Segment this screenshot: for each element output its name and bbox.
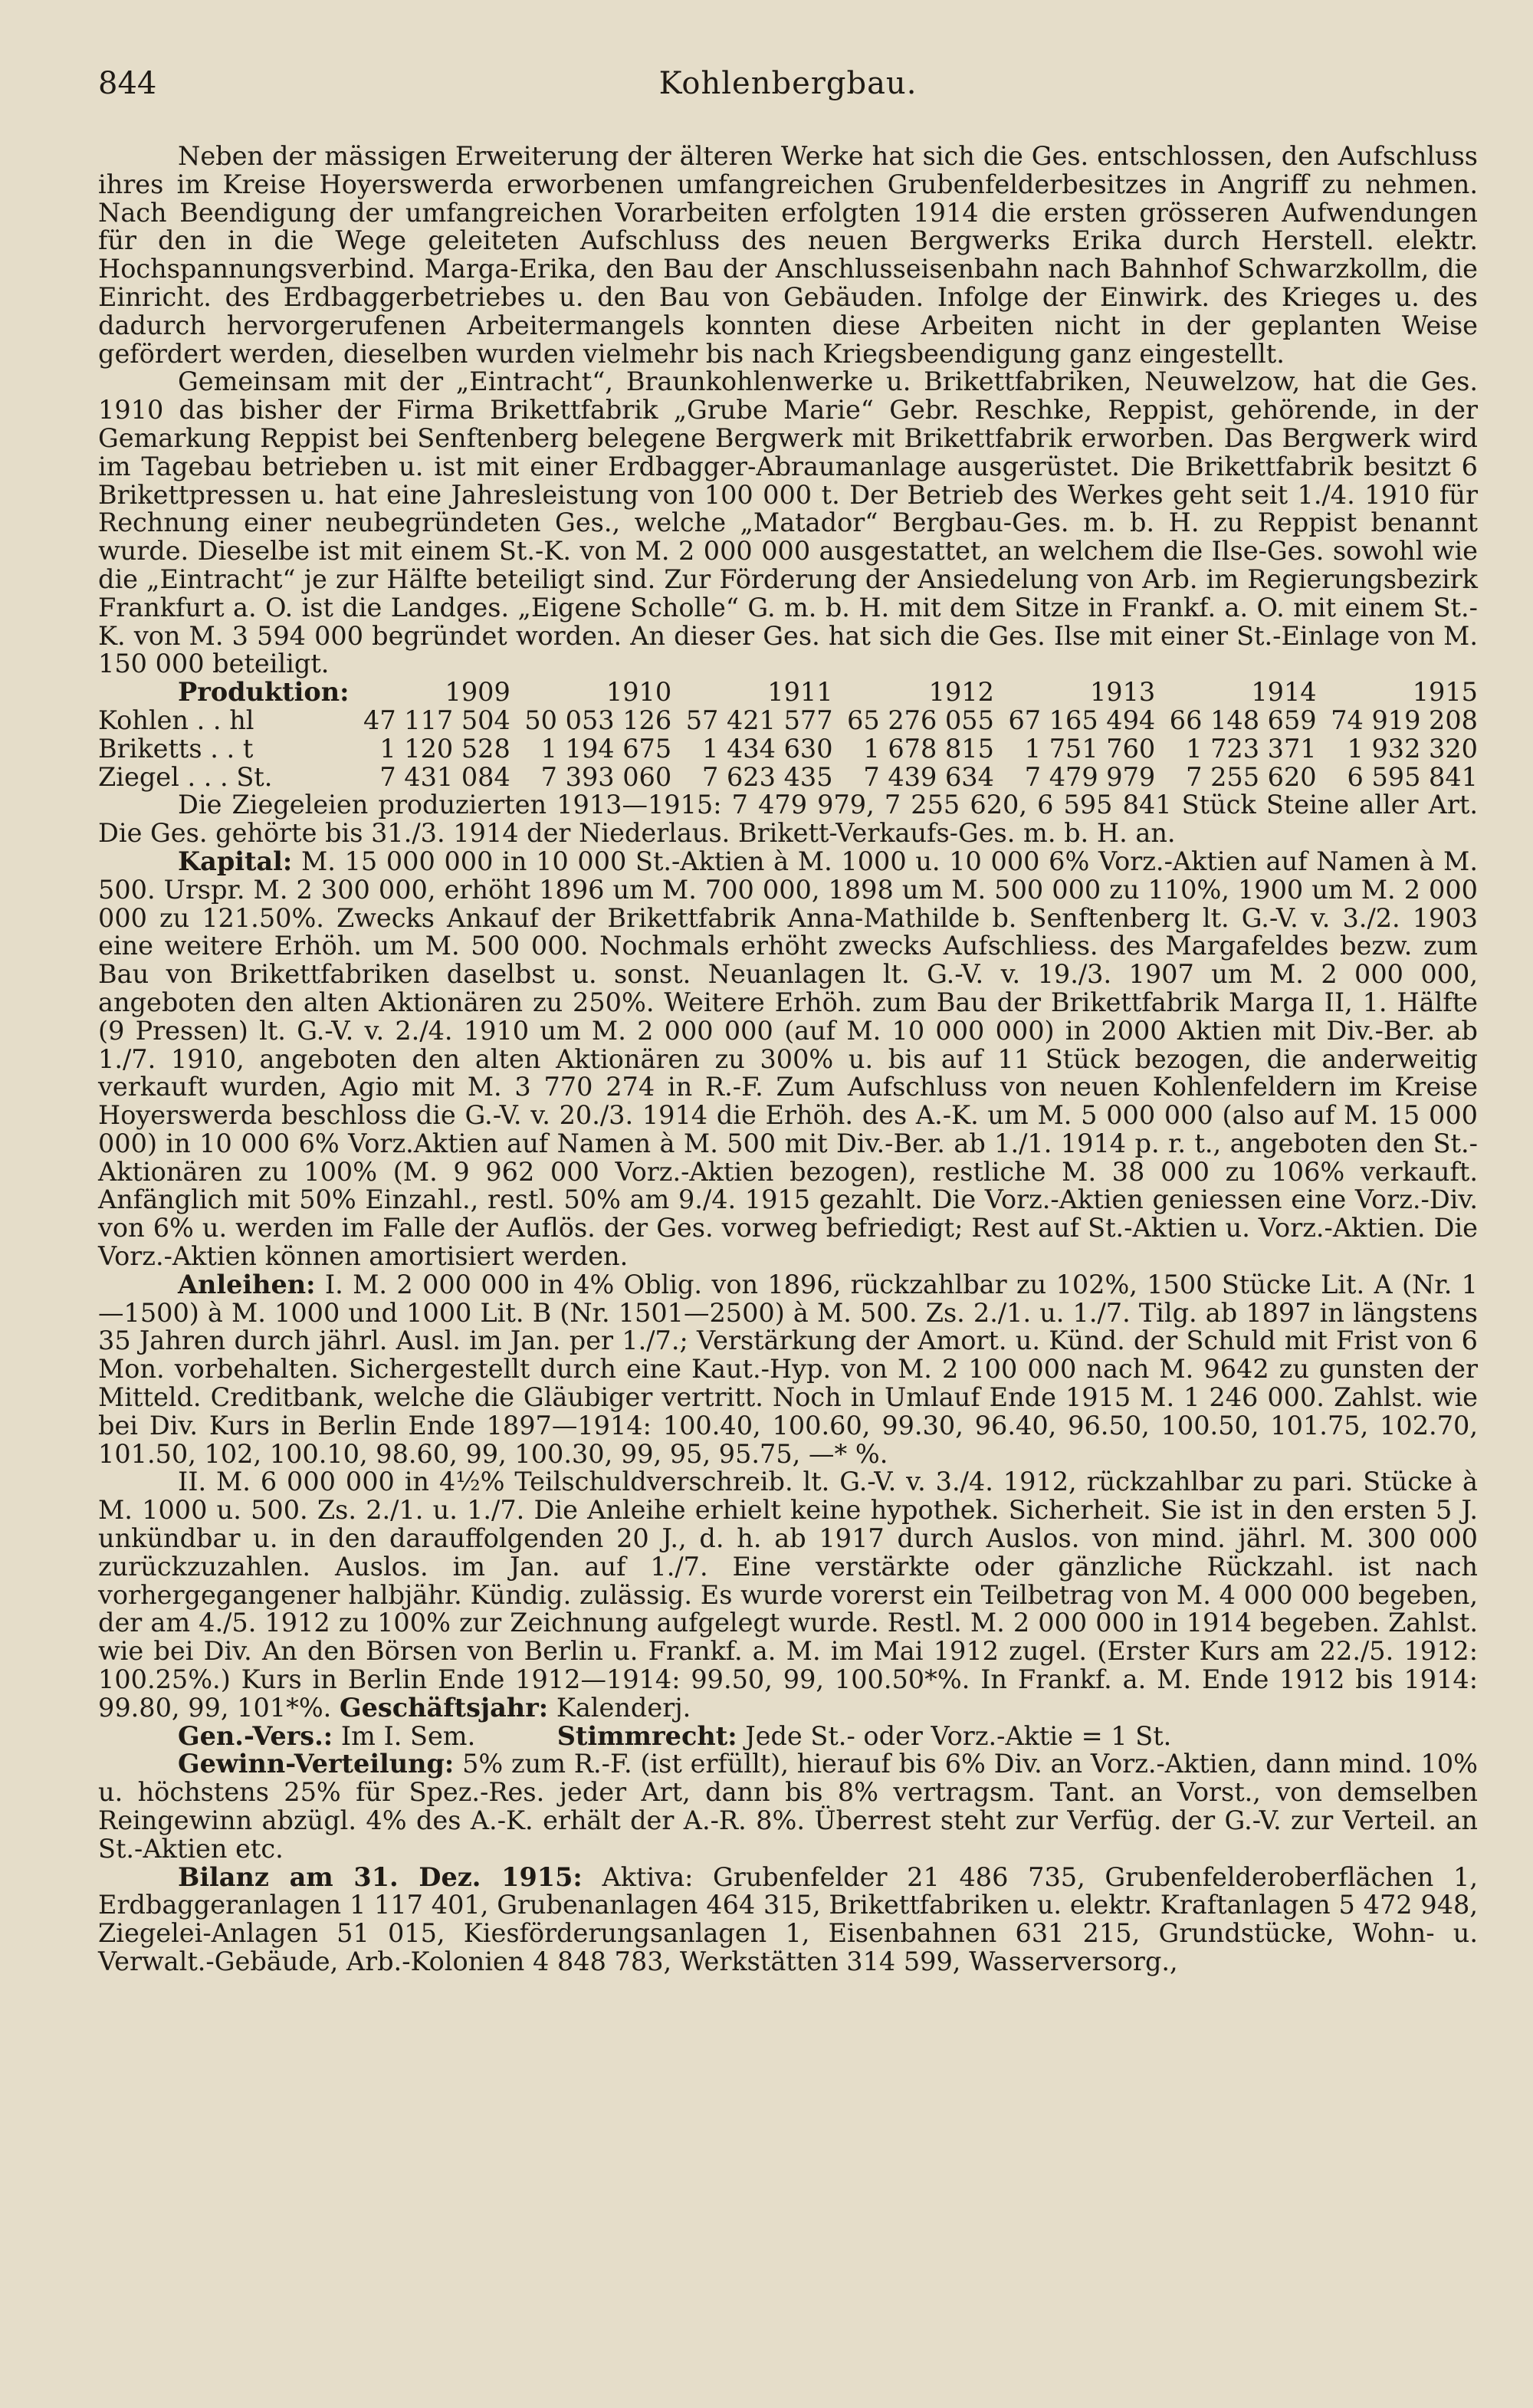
year-cell: 1909: [445, 677, 510, 708]
production-row-briketts: [98, 735, 1478, 764]
production-header-row: [98, 678, 1478, 707]
paragraph-matador: Gemeinsam mit der „Eintracht“, Braunkohlenwerke u. Brikettfabriken, Neuwelzow, hat die Ges. 1910 das bisher der Firma Brikettfabrik „Grube Marie“ Gebr. Reschke, Reppist, gehörende, in der Gemarkung Reppist bei Senftenberg belegene Bergwerk mit Brikettfabrik erworben. Das Bergwerk wird im Tagebau betrieben u. ist mit einer Erdbagger-Abraumanlage ausgerüstet. Die Brikettfabrik besitzt 6 Brikettpressen u. hat eine Jahresleistung von 100 000 t. Der Betrieb des Werkes geht seit 1./4. 1910 für Rechnung einer neubegründeten Ges., welche „Matador“ Bergbau-Ges. m. b. H. zu Reppist benannt wurde. Dieselbe ist mit einem St.-K. von M. 2 000 000 ausgestattet, an welchem die Ilse-Ges. sowohl wie die „Eintracht“ je zur Hälfte beteiligt sind. Zur Förderung der Ansiedelung von Arb. im Regierungsbezirk Frankfurt a. O. ist die Landges. „Eigene Scholle“ G. m. b. H. mit dem Sitze in Frankf. a. O. mit einem St.-K. von M. 3 594 000 begründet worden. An dieser Ges. hat sich die Ges. Ilse mit einer St.-Einlage von M. 150 000 beteiligt.: [98, 366, 1478, 679]
page-number: 844: [98, 66, 157, 101]
value-cell: 7 623 435: [702, 761, 833, 792]
production-row-ziegel: [98, 764, 1478, 792]
gewinn-text: 5% zum R.-F. (ist erfüllt), hierauf bis 6% Div. an Vorz.-Aktien, dann mind. 10% u. höchstens 25% für Spez.-Res. jeder Art, dann bis 8% vertragsm. Tant. an Vorst., von demselben Reingewinn abzügl. 4% des A.-K. erhält der A.-R. 8%. Überrest steht zur Verfüg. der G.-V. zur Verteil. an St.-Aktien etc.: [98, 1749, 1478, 1864]
value-cell: 1 723 371: [1186, 733, 1317, 764]
section-label: Anleihen:: [178, 1269, 316, 1299]
gewinn-label: Gewinn-Verteilung:: [178, 1749, 455, 1779]
production-row-kohlen: [98, 707, 1478, 735]
gen-vers-label: Gen.-Vers.:: [178, 1720, 333, 1751]
value-cell: 1 751 760: [1024, 733, 1156, 764]
section-gen-vers: [98, 1720, 1478, 1751]
value-cell: 74 919 208: [1331, 705, 1478, 735]
bilanz-text: Aktiva: Grubenfelder 21 486 735, Grubenfelderoberflächen 1, Erdbaggeranlagen 1 117 401, Grubenanlagen 464 315, Brikettfabriken u. elektr. Kraftanlagen 5 472 948, Ziegelei-Anlagen 51 015, Kiesförderungsanlagen 1, Eisenbahnen 631 215, Grundstücke, Wohn- u. Verwalt.-Gebäude, Arb.-Kolonien 4 848 783, Werkstätten 314 599, Wasserversorg.,: [98, 1861, 1478, 1976]
row-label: Kohlen . . hl: [98, 705, 254, 735]
paragraph-expansion: Neben der mässigen Erweiterung der älteren Werke hat sich die Ges. entschlossen, den Aufschluss ihres im Kreise Hoyerswerda erworbenen umfangreichen Grubenfelderbesitzes in Angriff zu nehmen. Nach Beendigung der umfangreichen Vorarbeiten erfolgten 1914 die ersten grösseren Aufwendungen für den in die Wege geleiteten Aufschluss des neuen Bergwerks Erika durch Herstell. elektr. Hochspannungsverbind. Marga-Erika, den Bau der Anschlusseisenbahn nach Bahnhof Schwarzkollm, die Einricht. des Erdbaggerbetriebes u. den Bau von Gebäuden. Infolge der Einwirk. des Krieges u. des dadurch hervorgerufenen Arbeitermangels konnten diese Arbeiten nicht in der geplanten Weise gefördert werden, dieselben wurden vielmehr bis nach Kriegsbeendigung ganz eingestellt.: [98, 141, 1478, 369]
section-gewinn: [98, 1750, 1478, 1863]
value-cell: 1 678 815: [863, 733, 994, 764]
year-cell: 1915: [1412, 677, 1478, 708]
bilanz-label: Bilanz am 31. Dez. 1915:: [178, 1861, 583, 1892]
gen-vers-text: Im I. Sem.: [340, 1720, 476, 1751]
section-bilanz: [98, 1861, 1478, 1976]
section-text: II. M. 6 000 000 in 4½% Teilschuldverschreib. lt. G.-V. v. 3./4. 1912, rückzahlbar zu pari. Stücke à M. 1000 u. 500. Zs. 2./1. u. 1./7. Die Anleihe erhielt keine hypothek. Sicherheit. Sie ist in den ersten 5 J. unkündbar u. in den darauffolgenden 20 J., d. h. ab 1917 durch Auslos. von mind. jährl. M. 300 000 zurückzuzahlen. Auslos. im Jan. auf 1./7. Eine verstärkte oder gänzliche Rückzahl. ist nach vorhergegangener halbjähr. Kündig. zulässig. Es wurde vorerst ein Teilbetrag von M. 4 000 000 begeben, der am 4./5. 1912 zu 100% zur Zeichnung aufgelegt wurde. Restl. M. 2 000 000 in 1914 begeben. Zahlst. wie bei Div. An den Börsen von Berlin u. Frankf. a. M. im Mai 1912 zugel. (Erster Kurs am 22./5. 1912: 100.25%.) Kurs in Berlin Ende 1912—1914: 99.50, 99, 100.50*%. In Frankf. a. M. Ende 1912 bis 1914: 99.80, 99, 101*%.: [98, 1467, 1478, 1723]
geschaeftsjahr-text: Kalenderj.: [556, 1692, 691, 1723]
value-cell: 7 439 634: [863, 761, 994, 792]
row-label: Ziegel . . . St.: [98, 761, 273, 792]
year-cell: 1913: [1089, 677, 1156, 708]
row-label: Briketts . . t: [98, 733, 254, 764]
value-cell: 7 393 060: [540, 761, 672, 792]
year-cell: 1910: [606, 677, 672, 708]
value-cell: 66 148 659: [1169, 705, 1317, 735]
value-cell: 50 053 126: [524, 705, 672, 735]
production-table: [98, 678, 1478, 791]
production-note: Die Ziegeleien produzierten 1913—1915: 7 479 979, 7 255 620, 6 595 841 Stück Steine aller Art. Die Ges. gehörte bis 31./3. 1914 der Niederlaus. Brikett-Verkaufs-Ges. m. b. H. an.: [98, 790, 1478, 849]
year-cell: 1912: [928, 677, 994, 708]
section-anleihen-2: [98, 1468, 1478, 1722]
section-text: M. 15 000 000 in 10 000 St.-Aktien à M. 1000 u. 10 000 6% Vorz.-Aktien auf Namen à M. 500. Urspr. M. 2 300 000, erhöht 1896 um M. 700 000, 1898 um M. 500 000 zu 110%, 1900 um M. 2 000 000 zu 121.50%. Zwecks Ankauf der Brikettfabrik Anna-Mathilde b. Senftenberg lt. G.-V. v. 3./2. 1903 eine weitere Erhöh. um M. 500 000. Nochmals erhöht zwecks Aufschliess. des Margafeldes bezw. zum Bau von Brikettfabriken daselbst u. sonst. Neuanlagen lt. G.-V. v. 19./3. 1907 um M. 2 000 000, angeboten den alten Aktionären zu 250%. Weitere Erhöh. zum Bau der Brikettfabrik Marga II, 1. Hälfte (9 Pressen) lt. G.-V. v. 2./4. 1910 um M. 2 000 000 (auf M. 10 000 000) in 2000 Aktien mit Div.-Ber. ab 1./7. 1910, angeboten den alten Aktionären zu 300% u. bis auf 11 Stück bezogen, die anderweitig verkauft wurden, Agio mit M. 3 770 274 in R.-F. Zum Aufschluss von neuen Kohlenfeldern im Kreise Hoyerswerda beschloss die G.-V. v. 20./3. 1914 die Erhöh. des A.-K. um M. 5 000 000 (also auf M. 15 000 000) in 10 000 6% Vorz.Aktien auf Namen à M. 500 mit Div.-Ber. ab 1./1. 1914 p. r. t., angeboten den St.-Aktionären zu 100% (M. 9 962 000 Vorz.-Aktien bezogen), restliche M. 38 000 zu 106% verkauft. Anfänglich mit 50% Einzahl., restl. 50% am 9./4. 1915 gezahlt. Die Vorz.-Aktien geniessen eine Vorz.-Div. von 6% u. werden im Falle der Auflös. der Ges. vorweg befriedigt; Rest auf St.-Aktien u. Vorz.-Aktien. Die Vorz.-Aktien können amortisiert werden.: [98, 846, 1479, 1272]
value-cell: 1 194 675: [540, 733, 672, 764]
page-header: [98, 66, 1478, 112]
section-label: Kapital:: [178, 846, 293, 876]
value-cell: 1 120 528: [379, 733, 510, 764]
production-label: Produktion:: [178, 677, 350, 708]
value-cell: 6 595 841: [1347, 761, 1478, 792]
section-text: I. M. 2 000 000 in 4% Oblig. von 1896, rückzahlbar zu 102%, 1500 Stücke Lit. A (Nr. 1—1500) à M. 1000 und 1000 Lit. B (Nr. 1501—2500) à M. 500. Zs. 2./1. u. 1./7. Tilg. ab 1897 in längstens 35 Jahren durch jährl. Ausl. im Jan. per 1./7.; Verstärkung der Amort. u. Künd. der Schuld mit Frist von 6 Mon. vorbehalten. Sichergestellt durch eine Kaut.-Hyp. von M. 2 100 000 nach M. 9642 zu gunsten der Mitteld. Creditbank, welche die Gläubiger vertritt. Noch in Umlauf Ende 1915 M. 1 246 000. Zahlst. wie bei Div. Kurs in Berlin Ende 1897—1914: 100.40, 100.60, 99.30, 96.40, 96.50, 100.50, 101.75, 102.70, 101.50, 102, 100.10, 98.60, 99, 100.30, 99, 95, 95.75, —* %.: [98, 1269, 1478, 1469]
stimmrecht-label: Stimmrecht:: [556, 1720, 737, 1751]
running-title: Kohlenbergbau.: [658, 66, 918, 101]
value-cell: 47 117 504: [363, 705, 510, 735]
section-anleihen-1: [98, 1271, 1478, 1469]
year-cell: 1911: [767, 677, 833, 708]
year-cell: 1914: [1251, 677, 1317, 708]
geschaeftsjahr-label: Geschäftsjahr:: [339, 1692, 549, 1723]
value-cell: 7 479 979: [1024, 761, 1156, 792]
value-cell: 1 932 320: [1347, 733, 1478, 764]
value-cell: 65 276 055: [847, 705, 994, 735]
page-body: [98, 143, 1478, 1976]
section-kapital: [98, 848, 1478, 1271]
value-cell: 7 431 084: [379, 761, 510, 792]
value-cell: 7 255 620: [1186, 761, 1317, 792]
value-cell: 67 165 494: [1008, 705, 1156, 735]
stimmrecht-text: Jede St.- oder Vorz.-Aktie = 1 St.: [745, 1720, 1172, 1751]
value-cell: 57 421 577: [685, 705, 833, 735]
value-cell: 1 434 630: [702, 733, 833, 764]
